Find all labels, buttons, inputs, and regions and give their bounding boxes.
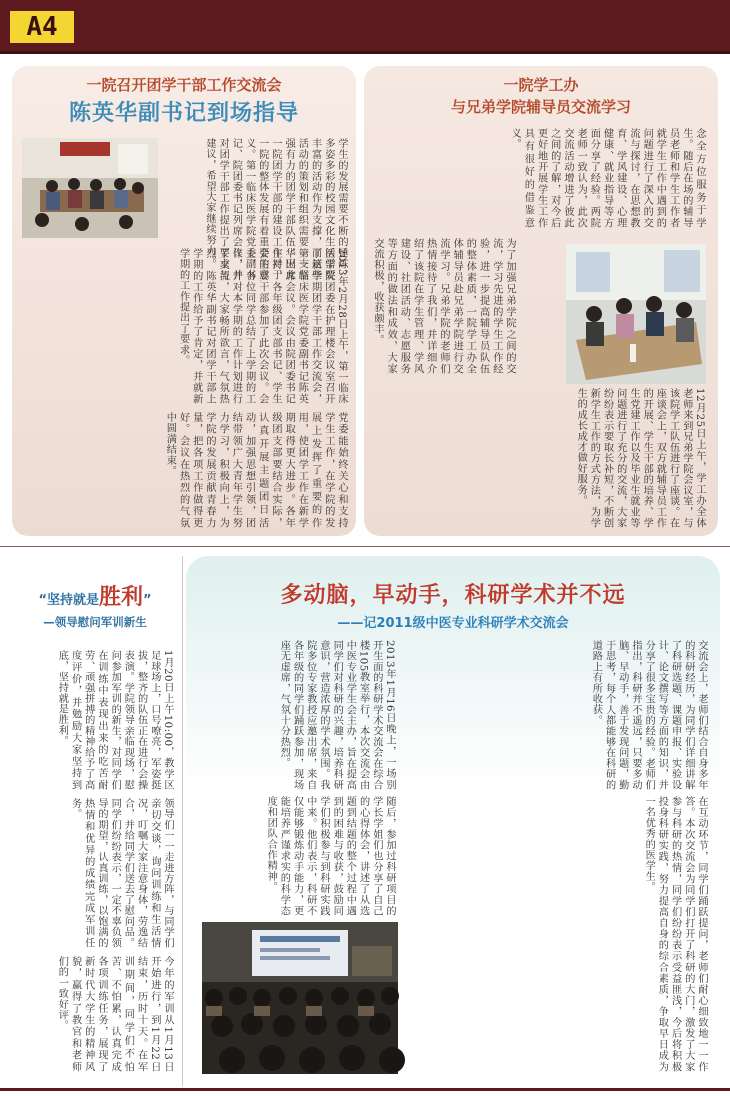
article-1-photo [22,138,158,238]
article-3-column-b: 领导们一一走进方阵，与同学们亲切交谈，询问训练和生活情况，叮嘱大家注意身体，劳逸结合，并给同学们送去了慰问品。同学们纷纷表示，一定不辜负领导的期望，认真训练，以饱满的热情和优异的成绩完成军训任务。 [69,798,173,948]
article-4-photo [202,922,398,1074]
article-2-photo [566,244,706,384]
article-4-column-c: 随后，参加过科研项目的学长学姐们也分享了自己的心得体会，讲述了从选题到结题的整个过程中遇到的困难与收获，鼓励同学们积极参与到科研实践中来。他们表示，科研不仅能够锻炼动手能力，更能培养严谨求实的科学态度和团队合作精神。 [265,796,395,916]
article-2-column-b: 为了加强兄弟学院之间的交流，学习先进的学生工作经验，进一步提高辅导员队伍的整体素质，一院学工办全体辅导员赴兄弟学院进行交流学习。兄弟学院的老师们热情接待了我们，并详细介绍了该院在学生管理、学风建设、社团活动、志愿服务等方面的做法和成效，大家交流积极，收获颇丰。 [371,238,515,374]
article-3-column-a: 1月20日上午10:00，教学区足球场上，口号嘹亮，军姿挺拔，整齐的队伍正在进行会操表演。学院领导亲临现场，慰问参加军训的新生，对同学们在训练中表现出来的吃苦耐劳、顽强拼搏的精神给予了高度评价，并勉励大家坚持到底，坚持就是胜利。 [56,650,173,790]
section-divider [0,546,730,547]
article-1-column-c: 党委能始终关心和支持学生工作，在学院的发展上发挥了重要的作用，使团学工作在新学期取得更大进步。各年级团支部要结合实际，认真开展主题团日活动，加强思想引领，团结带领广大青年学生努力学习，积极向上，为学院的发展贡献青春力量，把各项工作做得更好。会议在热烈的气氛中圆满结束。 [164,412,347,528]
page-footer-line [0,1088,730,1091]
article-2-panel [364,66,718,536]
column-divider [182,556,183,1086]
article-1-column-b: 2013年2月28日上午，第一临床医学院团委在护理楼会议室召开了新学期团学干部工作交流会，第一临床医学院党委副书记陈英华出席会议。会议由院团委书记主持，各年级团支部书记、学生会主要干部参加了此次会议。会上，各位同学总结了上学期的工作，并对本学期的工作计划进行了交流，大家畅所欲言，气氛热烈。陈英华副书记对团学干部上学期的工作给予了肯定，并就新学期的工作提出了要求。 [177,248,347,404]
article-4-subtitle: ——记2011级中医专业科研学术交流会 [337,616,569,631]
article-2-column-a: 念全方位服务于学生。随后在场的辅导员老师和学生工作者就学生工作中遇到的问题进行了深入的交流与探讨，在思想教育、学风建设、心理健康、就业指导等方面分享了经验。两院老师一致认为，此次交流活动增进了彼此之间的了解，对今后更好地开展学生工作具有很好的借鉴意义。 [509,128,705,228]
article-2-column-c: 12月25日上午，学工办全体老师来到兄弟学院会议室，与该院学工队伍进行了座谈。在座谈会上，双方就辅导员工作的开展、学生干部的培养、学生党建工作以及毕业生就业等问题进行了充分的交流，大家纷纷表示要取长补短，不断创新学生工作的方式方法，为学生的成长成才做好服务。 [575,388,705,528]
article-3-quote-big: 胜利 [98,585,143,610]
article-1-column-a: 学生的发展需要不断的锤炼，多姿多彩的校园文化生活需要丰富的活动作为支撑，而这些活动的策划和组织需要一支坚强有力的团学干部队伍，因此一院团学干部的建设工作对于一院的整体发展有着重要的意义。第一临床医学院党委副书记、院团委书记列席会议，并对团学干部工作提出了要求与建议，希望大家继续努力。 [203,138,347,280]
page-number: A4 [10,11,74,43]
article-3-quote-pre: “坚持就是 [38,593,99,608]
article-1-headline: 陈英华副书记到场指导 [68,101,299,126]
article-4-panel [186,556,720,1082]
article-3-panel [12,570,178,1078]
article-4-column-a: 2013年1月16日晚上，一场别开生面的科研学术交流会在综合楼105教室举行，本次交流会由中医专业学生会主办，旨在提高同学们对科研的兴趣，培养科研意识，营造浓厚的学术氛围。我院多位专家教授应邀出席，来自各年级的同学们踊跃参加，现场座无虚席，气氛十分热烈。 [278,640,395,790]
article-4-column-d: 在互动环节，同学们踊跃提问，老师们耐心细致地一一作答。本次交流会为同学们打开了科研的大门，激发了大家参与科研的热情，同学们纷纷表示受益匪浅，今后将积极投身科研实践，努力提高自身的综合素质，争取早日成为一名优秀的医学生。 [643,796,707,1072]
article-3-headline [12,580,178,611]
article-1-kicker: 一院召开团学干部工作交流会 [86,76,282,94]
article-2-headline: 与兄弟学院辅导员交流学习 [450,98,631,116]
article-4-headline: 多动脑，早动手，科研学术并不远 [280,583,626,608]
article-3-column-c: 今年的军训从1月13日开始进行，到1月22日结束，历时十天。在军训期间，同学们不怕苦、不怕累，认真完成各项训练任务，展现了新时代大学生的精神风貌，赢得了教官和老师们的一致好评。 [56,956,173,1072]
article-4-column-b: 交流会上，老师们结合自身多年的科研经历，为同学们详细讲解了科研选题、课题申报、实验设计、论文撰写等方面的知识，并分享了很多宝贵的经验。老师们指出，科研并不遥远，只要多动脑、早动手，善于发现问题，勤于思考，每个人都能够在科研的道路上有所收获。 [590,640,707,790]
article-3-subtitle: —领导慰问军训新生 [43,615,147,629]
article-3-quote-post: ” [143,593,152,608]
page-header-bar [0,0,730,54]
article-1-panel [12,66,356,536]
article-2-kicker: 一院学工办 [503,76,579,94]
